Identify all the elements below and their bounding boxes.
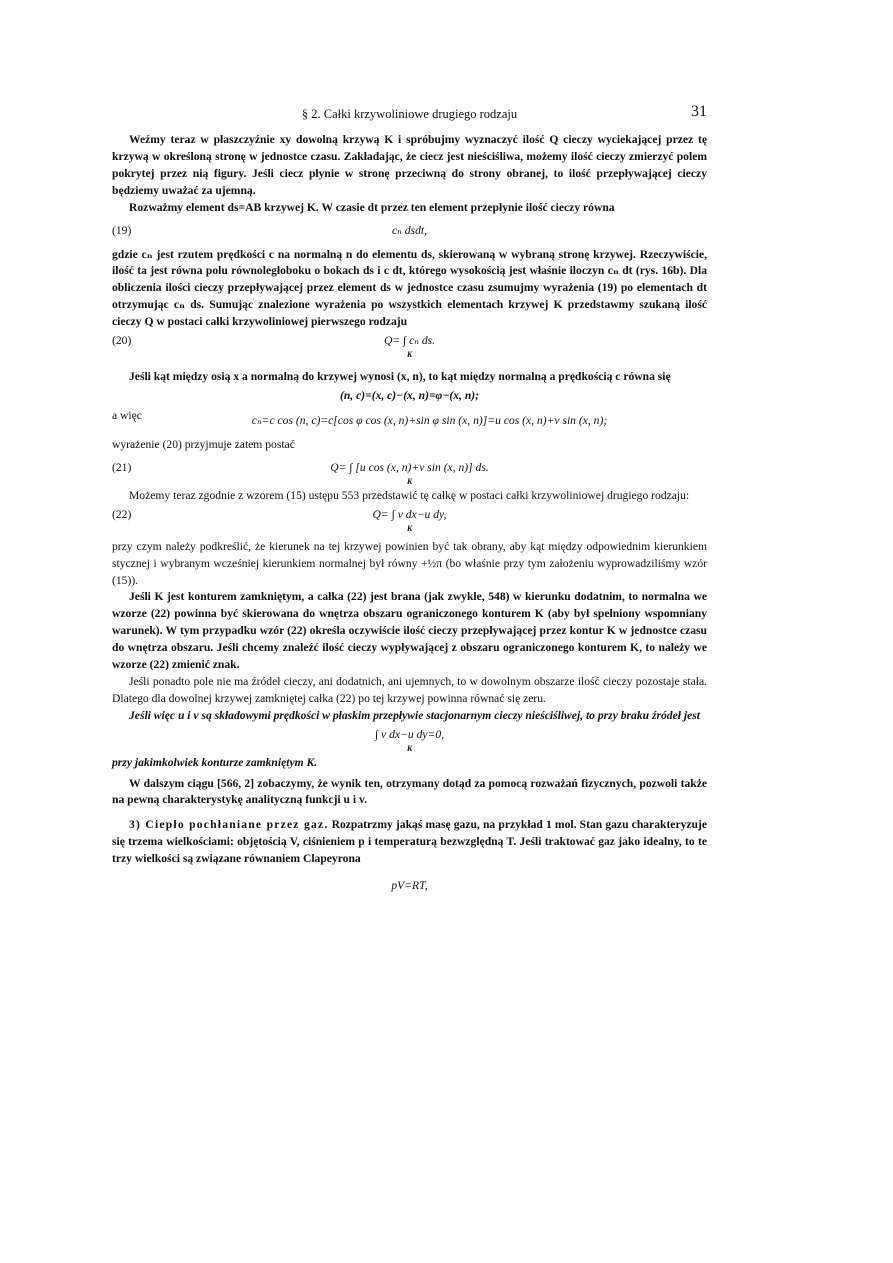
equation-body: cₙ=c cos (n, c)=c[cos φ cos (x, n)+sin φ sin (x, n)]=u cos (x, n)+v sin (x, n); bbox=[251, 413, 608, 427]
paragraph-5: wyrażenie (20) przyjmuje zatem postać bbox=[112, 437, 295, 451]
paragraph-9: Jeśli ponadto pole nie ma źródeł cieczy, ani dodatnich, ani ujemnych, to w dowolnym obszarze ilość cieczy pozostaje stała. Dlatego dla dowolnej krzywej zamkniętej całka (22) po tej krzywej powinna równać się zeru. bbox=[112, 674, 707, 705]
integral-subscript: K bbox=[406, 743, 413, 753]
equation-number: (19) bbox=[112, 223, 132, 237]
paragraph-1: Weźmy teraz w płaszczyźnie xy dowolną krzywą K i spróbujmy wyznaczyć ilość Q cieczy wyciekającej przez tę krzywą w określoną stronę w jednostce czasu. Zakładając, że ciecz jest nieściśliwa, możemy ilość cieczy zmierzyć polem pokrytej przez nią figury. Jeśli ciecz płynie w stronę przeciwną do strony obranej, to ilość przepływającej cieczy będziemy uważać za ujemną. bbox=[112, 133, 707, 197]
paragraph-7: przy czym należy podkreślić, że kierunek na tej krzywej powinien być tak obrany, aby kąt między odpowiednim kierunkiem stycznej i wybranym wcześniej kierunkiem normalnej był równy +½π (bo właśnie przy tym założeniu wyprowadziliśmy wzór (15)). bbox=[112, 539, 707, 587]
integral-subscript: K bbox=[406, 523, 413, 533]
equation-20 bbox=[112, 331, 707, 361]
paragraph-10: Jeśli więc u i v są składowymi prędkości w płaskim przepływie stacjonarnym cieczy nieściśliwej, to przy braku źródeł jest bbox=[129, 708, 700, 722]
equation-clapeyron bbox=[112, 876, 707, 898]
paragraph-3: gdzie cₙ jest rzutem prędkości c na normalną n do elementu ds, skierowaną w wybraną stronę krzywej. Rzeczywiście, ilość ta jest równa polu równoległoboku o bokach ds i c dt, którego wysokością jest właśnie iloczyn cₙ dt (rys. 16b). Dla obliczenia ilości cieczy przepływającej przez element ds w jednostce czasu zsumujmy wyrażenia (19) po elementach dt otrzymując cₙ ds. Sumując znalezione wyrażenia po wszystkich elementach krzywej K przedstawmy szukaną ilość cieczy Q w postaci całki krzywoliniowej pierwszego rodzaju bbox=[112, 247, 707, 329]
paragraph-13 bbox=[112, 817, 707, 868]
equation-body: cₙ dsdt, bbox=[392, 223, 427, 237]
subsection-heading: 3) Ciepło pochłaniane przez gaz. bbox=[129, 818, 329, 832]
paragraph-a-wiec: a więc bbox=[112, 408, 142, 422]
paragraph-2: Rozważmy element ds=AB krzywej K. W czasie dt przez ten element przepłynie ilość cieczy równa bbox=[129, 200, 615, 214]
paragraph-12: W dalszym ciągu [566, 2] zobaczymy, że wynik ten, otrzymany dotąd za pomocą rozważań fizycznych, pozwoli także na pewną charakterystykę analityczną funkcji u i v. bbox=[112, 776, 707, 807]
equation-body: (n, c)=(x, c)−(x, n)=φ−(x, n); bbox=[339, 388, 479, 402]
paragraph-6: Możemy teraz zgodnie z wzorem (15) ustępu 553 przedstawić tę całkę w postaci całki krzywoliniowej drugiego rodzaju: bbox=[129, 488, 690, 502]
paragraph-4: Jeśli kąt między osią x a normalną do krzywej wynosi (x, n), to kąt między normalną a prędkością c równa się bbox=[129, 370, 671, 384]
equation-number: (22) bbox=[112, 507, 132, 521]
equation-body: ∫ v dx−u dy=0, bbox=[374, 727, 445, 741]
equation-body: Q= ∫ [u cos (x, n)+v sin (x, n)] ds. bbox=[330, 460, 489, 474]
equation-zero bbox=[112, 725, 707, 755]
equation-body: pV=RT, bbox=[391, 879, 428, 893]
page-number: 31 bbox=[691, 103, 707, 120]
equation-19 bbox=[112, 221, 707, 243]
section-title: § 2. Całki krzywoliniowe drugiego rodzaju bbox=[301, 107, 518, 121]
paragraph-8: Jeśli K jest konturem zamkniętym, a całka (22) jest brana (jak zwykle, 548) w kierunku dodatnim, to normalna we wzorze (22) powinna być skierowana do wnętrza obszaru ograniczonego konturem K (aby był spełniony wspomniany warunek). W tym przypadku wzór (22) określa oczywiście ilość cieczy przepływającej przez kontur K w jednostce czasu do wnętrza obszaru. Jeśli chcemy znaleźć ilość cieczy wypływającej z obszaru ograniczonego konturem K, to należy we wzorze (22) zmienić znak. bbox=[112, 590, 707, 672]
equation-number: (21) bbox=[112, 460, 132, 474]
page bbox=[112, 104, 707, 898]
equation-body: Q= ∫ cₙ ds. bbox=[383, 334, 436, 348]
equation-cn bbox=[112, 411, 707, 433]
integral-subscript: K bbox=[406, 350, 413, 360]
running-header bbox=[112, 104, 707, 124]
equation-body: Q= ∫ v dx−u dy, bbox=[372, 507, 447, 521]
integral-subscript: K bbox=[406, 476, 413, 486]
equation-22 bbox=[112, 505, 707, 535]
paragraph-13-text: Rozpatrzmy jakąś masę gazu, na przykład 1 mol. Stan gazu charakteryzuje się trzema wielkościami: objętością V, ciśnieniem p i temperaturą bezwzględną T. Jeśli traktować gaz jako idealny, to te trzy wielkości są związane równaniem Clapeyrona bbox=[112, 818, 708, 866]
equation-angle bbox=[112, 386, 707, 408]
paragraph-11: przy jakimkolwiek konturze zamkniętym K. bbox=[112, 755, 318, 769]
equation-21 bbox=[112, 458, 707, 488]
equation-number: (20) bbox=[112, 334, 132, 348]
